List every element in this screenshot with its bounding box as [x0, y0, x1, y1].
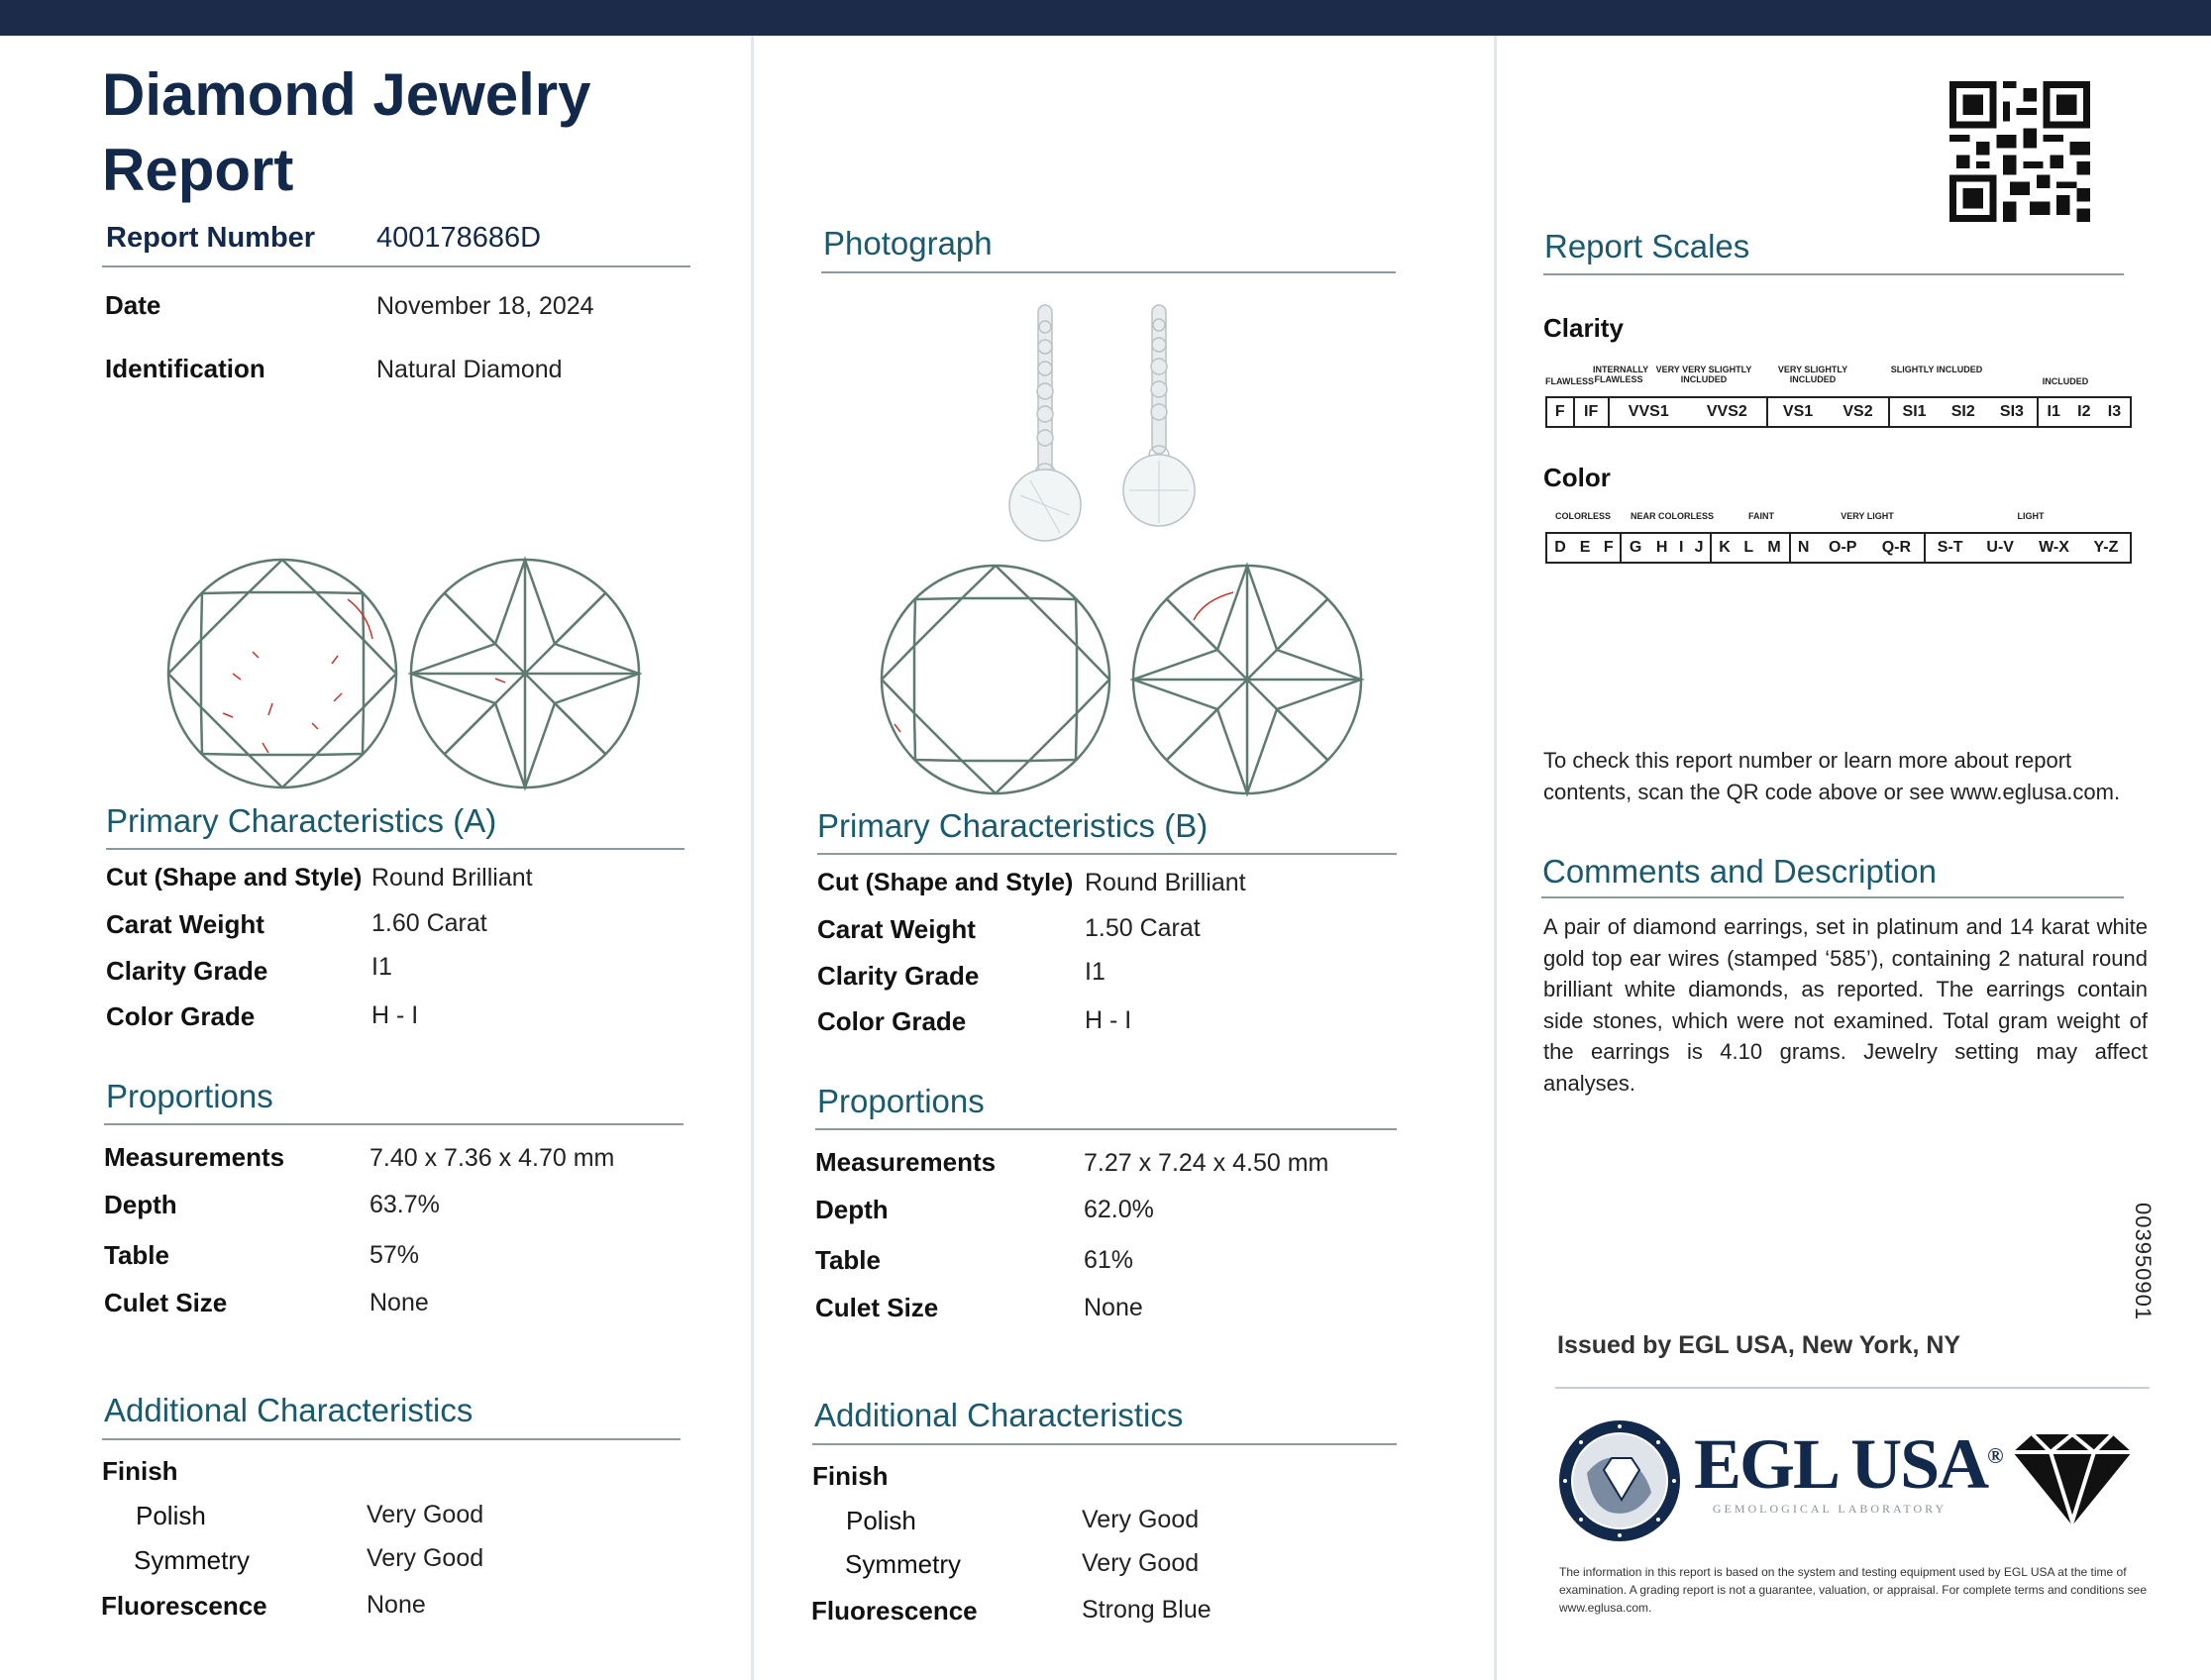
- color-grade: H: [1649, 533, 1674, 563]
- carat-value-b: 1.50 Carat: [1085, 914, 1201, 942]
- color-scale: [1545, 532, 2132, 564]
- clarity-group-label: INTERNALLY FLAWLESS: [1593, 365, 1649, 384]
- clarity-grade: VVS1: [1609, 397, 1688, 427]
- page-fold-1: [751, 36, 754, 1680]
- table-label-b: Table: [815, 1245, 881, 1275]
- report-number-label: Report Number: [106, 222, 316, 254]
- clarity-group-label: FLAWLESS: [1545, 376, 1594, 386]
- additional-a-heading: Additional Characteristics: [104, 1392, 474, 1428]
- culet-label-b: Culet Size: [815, 1293, 939, 1322]
- date-label: Date: [105, 290, 161, 320]
- plot-diagram-b: [877, 561, 1372, 798]
- color-grade: N: [1790, 533, 1817, 563]
- color-grade: U-V: [1974, 533, 2026, 563]
- proportions-b-heading: Proportions: [817, 1083, 985, 1119]
- clarity-grade: VS2: [1828, 397, 1888, 427]
- divider: [104, 1123, 684, 1125]
- egl-seal-icon: [1557, 1418, 1682, 1543]
- color-label-a: Color Grade: [106, 1001, 256, 1031]
- cut-label-a: Cut (Shape and Style): [106, 864, 363, 892]
- clarity-grade: VS1: [1767, 397, 1828, 427]
- diamond-logo-icon: [2011, 1434, 2134, 1525]
- color-grade: F: [1597, 533, 1621, 563]
- polish-value-b: Very Good: [1082, 1506, 1200, 1533]
- color-grade: L: [1737, 533, 1760, 563]
- clarity-grade: SI1: [1889, 397, 1940, 427]
- color-group-label: LIGHT: [2017, 511, 2045, 521]
- primary-a-heading: Primary Characteristics (A): [106, 802, 497, 839]
- depth-label-b: Depth: [815, 1195, 889, 1224]
- color-grade: Q-R: [1869, 533, 1925, 563]
- photograph-heading: Photograph: [823, 225, 993, 262]
- measurements-label-a: Measurements: [104, 1142, 285, 1172]
- color-grade: K: [1711, 533, 1737, 563]
- culet-label-a: Culet Size: [104, 1288, 228, 1317]
- measurements-value-b: 7.27 x 7.24 x 4.50 mm: [1084, 1149, 1329, 1177]
- symmetry-value-a: Very Good: [367, 1544, 484, 1572]
- clarity-scale-title: Clarity: [1543, 313, 1624, 343]
- additional-b-heading: Additional Characteristics: [814, 1397, 1184, 1433]
- color-value-a: H - I: [371, 1001, 419, 1029]
- divider: [102, 1438, 681, 1440]
- top-banner: [0, 0, 2211, 36]
- page-fold-2: [1494, 36, 1497, 1680]
- color-grade: J: [1688, 533, 1711, 563]
- color-group-label: VERY LIGHT: [1841, 511, 1894, 521]
- clarity-grade: F: [1546, 397, 1574, 427]
- color-grade: E: [1573, 533, 1597, 563]
- report-number-value: 400178686D: [376, 222, 542, 254]
- date-value: November 18, 2024: [376, 292, 594, 320]
- brand-subtitle: GEMOLOGICAL LABORATORY: [1712, 1502, 1948, 1516]
- report-title-line1: Diamond Jewelry: [102, 61, 591, 128]
- divider: [817, 853, 1397, 855]
- clarity-label-b: Clarity Grade: [817, 961, 980, 991]
- carat-value-a: 1.60 Carat: [371, 909, 487, 937]
- color-grade: M: [1760, 533, 1790, 563]
- divider: [1543, 273, 2124, 275]
- color-grade: S-T: [1925, 533, 1974, 563]
- report-title-line2: Report: [102, 137, 294, 203]
- clarity-grade: IF: [1574, 397, 1609, 427]
- measurements-label-b: Measurements: [815, 1147, 997, 1177]
- fluorescence-value-b: Strong Blue: [1082, 1596, 1211, 1624]
- clarity-scale: [1545, 396, 2132, 428]
- finish-label-b: Finish: [812, 1461, 889, 1491]
- clarity-group-label: VERY VERY SLIGHTLY INCLUDED: [1655, 365, 1752, 384]
- fluorescence-label-a: Fluorescence: [101, 1591, 267, 1621]
- divider: [1555, 1387, 2150, 1389]
- divider: [106, 848, 684, 850]
- divider: [815, 1128, 1397, 1130]
- brand-name: EGL USA: [1694, 1424, 1988, 1504]
- symmetry-label-a: Symmetry: [134, 1545, 250, 1575]
- color-label-b: Color Grade: [817, 1006, 967, 1036]
- divider: [821, 271, 1396, 273]
- carat-label-b: Carat Weight: [817, 914, 976, 944]
- earrings-photo: [991, 297, 1228, 545]
- clarity-group-label: INCLUDED: [2042, 376, 2089, 386]
- comments-text: A pair of diamond earrings, set in platinum and 14 karat white gold top ear wires (stamped ‘585’), containing 2 natural round brilliant white diamonds, as reported. The earrings contain side stones, which were not examined. Total gram weight of the earrings is 4.10 grams. Jewelry setting may affect analyses.: [1543, 914, 2148, 1096]
- color-grade: D: [1546, 533, 1573, 563]
- issued-by-text: Issued by EGL USA, New York, NY: [1557, 1331, 1961, 1359]
- clarity-group-label: VERY SLIGHTLY INCLUDED: [1777, 365, 1848, 384]
- polish-label-b: Polish: [846, 1506, 916, 1535]
- fluorescence-value-a: None: [367, 1591, 426, 1619]
- clarity-grade: SI2: [1939, 397, 1987, 427]
- clarity-grade: SI3: [1987, 397, 2038, 427]
- check-report-text: To check this report number or learn more about report contents, scan the QR code above or see www.eglusa.com.: [1543, 748, 2121, 804]
- registered-mark: ®: [1987, 1443, 2002, 1468]
- serial-number: 003950901: [2131, 1203, 2156, 1321]
- table-label-a: Table: [104, 1240, 169, 1270]
- clarity-grade: I2: [2069, 397, 2099, 427]
- color-grade: W-X: [2026, 533, 2082, 563]
- color-group-label: COLORLESS: [1554, 511, 1611, 521]
- identification-label: Identification: [105, 354, 265, 383]
- culet-value-b: None: [1084, 1294, 1143, 1321]
- qr-code-icon[interactable]: [1949, 81, 2090, 222]
- color-grade: I: [1674, 533, 1688, 563]
- table-value-a: 57%: [369, 1241, 420, 1269]
- comments-heading: Comments and Description: [1542, 853, 1937, 890]
- clarity-group-label: SLIGHTLY INCLUDED: [1890, 365, 1983, 374]
- symmetry-value-b: Very Good: [1082, 1549, 1200, 1577]
- clarity-grade: VVS2: [1688, 397, 1767, 427]
- finish-label-a: Finish: [102, 1456, 178, 1486]
- disclaimer-text: The information in this report is based on the system and testing equipment used by EGL USA at the time of examination. A grading report is not a guarantee, valuation, or appraisal. For complete terms and conditions see www.eglusa.com.: [1559, 1565, 2148, 1615]
- polish-value-a: Very Good: [367, 1501, 484, 1528]
- clarity-value-a: I1: [371, 953, 392, 981]
- depth-value-b: 62.0%: [1084, 1196, 1154, 1223]
- depth-label-a: Depth: [104, 1190, 177, 1219]
- report-title: [102, 57, 591, 208]
- color-scale-title: Color: [1543, 463, 1611, 492]
- color-grade: O-P: [1817, 533, 1869, 563]
- cut-value-a: Round Brilliant: [371, 864, 533, 892]
- egl-usa-logo: [1694, 1424, 2002, 1504]
- cut-label-b: Cut (Shape and Style): [817, 869, 1074, 896]
- identification-value: Natural Diamond: [376, 356, 563, 383]
- depth-value-a: 63.7%: [369, 1191, 440, 1218]
- plot-diagram-a: [163, 555, 659, 792]
- report-scales-heading: Report Scales: [1544, 228, 1750, 264]
- color-grade: Y-Z: [2082, 533, 2131, 563]
- clarity-value-b: I1: [1085, 958, 1106, 986]
- color-group-label: NEAR COLORLESS: [1630, 511, 1714, 521]
- measurements-value-a: 7.40 x 7.36 x 4.70 mm: [369, 1144, 615, 1172]
- proportions-a-heading: Proportions: [106, 1078, 273, 1114]
- clarity-grade: I3: [2099, 397, 2131, 427]
- carat-label-a: Carat Weight: [106, 909, 264, 939]
- color-value-b: H - I: [1085, 1006, 1132, 1034]
- clarity-grade: I1: [2038, 397, 2069, 427]
- table-value-b: 61%: [1084, 1246, 1134, 1274]
- polish-label-a: Polish: [136, 1501, 206, 1530]
- fluorescence-label-b: Fluorescence: [811, 1596, 978, 1626]
- divider: [1541, 896, 2124, 898]
- culet-value-a: None: [369, 1289, 429, 1316]
- primary-b-heading: Primary Characteristics (B): [817, 807, 1209, 844]
- divider: [102, 265, 690, 267]
- clarity-label-a: Clarity Grade: [106, 956, 268, 986]
- cut-value-b: Round Brilliant: [1085, 869, 1246, 896]
- color-grade: G: [1621, 533, 1649, 563]
- symmetry-label-b: Symmetry: [845, 1549, 961, 1579]
- divider: [812, 1443, 1397, 1445]
- color-group-label: FAINT: [1748, 511, 1774, 521]
